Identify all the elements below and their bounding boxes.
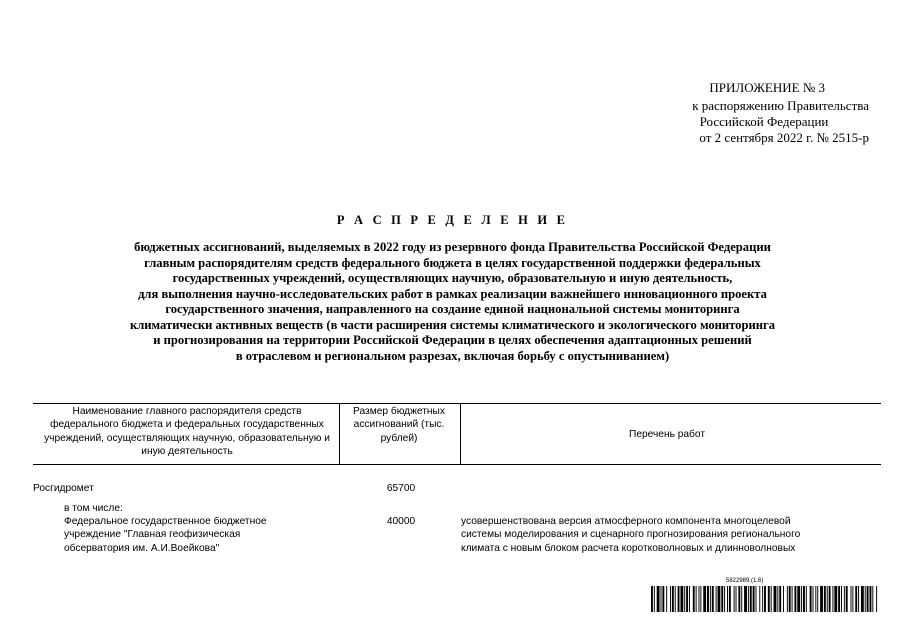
subtitle-line: государственных учреждений, осуществляющих научную, образовательную и иную деятельность, [172,271,733,285]
subtitle-line: в отраслевом и региональном разрезах, включая борьбу с опустыниванием) [235,348,670,363]
appendix-header [569,80,869,146]
table-column-divider [460,403,461,464]
subtitle-line: бюджетных ассигнований, выделяемых в 2022 году из резервного фонда Правительства Российской Федерации [134,240,771,254]
works-line: системы моделирования и сценарного прогнозирования регионального [461,529,801,541]
appendix-title: ПРИЛОЖЕНИЕ № 3 [709,80,825,95]
header-works: Перечень работ [629,429,705,440]
appendix-line-2: Российской Федерации [699,114,829,129]
works-line: усовершенствована версия атмосферного компонента многоцелевой [461,516,791,527]
appendix-line-1: к распоряжению Правительства [692,98,869,113]
header-amount: Размер бюджетных ассигнований (тыс. рублей) [353,406,445,444]
appendix-line-3: от 2 сентября 2022 г. № 2515-р [699,130,869,145]
subtitle-line: и прогнозирования на территории Российской Федерации в целях обеспечения адаптационных решений [153,333,752,347]
row-organization-name: Росгидромет [33,483,94,494]
works-line: климата с новым блоком расчета коротковолновых и длинноволновых [461,542,796,554]
header-organization: Наименование главного распорядителя средств федерального бюджета и федеральных государственных учреждений, осуществляющих научную, образовательную и иную деятельность [44,406,330,458]
barcode [651,586,879,612]
row-amount: 65700 [386,483,416,494]
subtitle-line: государственного значения, направленного на создание единой национальной системы мониторинга [165,302,740,316]
document-subtitle [50,240,855,364]
barcode-number: 5822989 (1.6) [726,578,764,584]
document-title: Р А С П Р Е Д Е Л Е Н И Е [336,213,569,227]
row-works [461,515,873,555]
subtitle-line: климатически активных веществ (в части расширения системы климатического и экологического мониторинга [129,317,776,332]
subtitle-line: главным распорядителям средств федерального бюджета в целях государственной поддержки федеральных [144,255,761,270]
row-organization-name: Федеральное государственное бюджетное учреждение "Главная геофизическая обсерватория им. А.И.Воейкова" [64,516,267,554]
table-top-rule [33,403,881,404]
subtitle-line: для выполнения научно-исследовательских работ в рамках реализации важнейшего инновационного проекта [138,286,767,301]
row-amount: 40000 [386,516,416,527]
including-label: в том числе: [64,503,123,514]
table-header-rule [33,464,881,465]
